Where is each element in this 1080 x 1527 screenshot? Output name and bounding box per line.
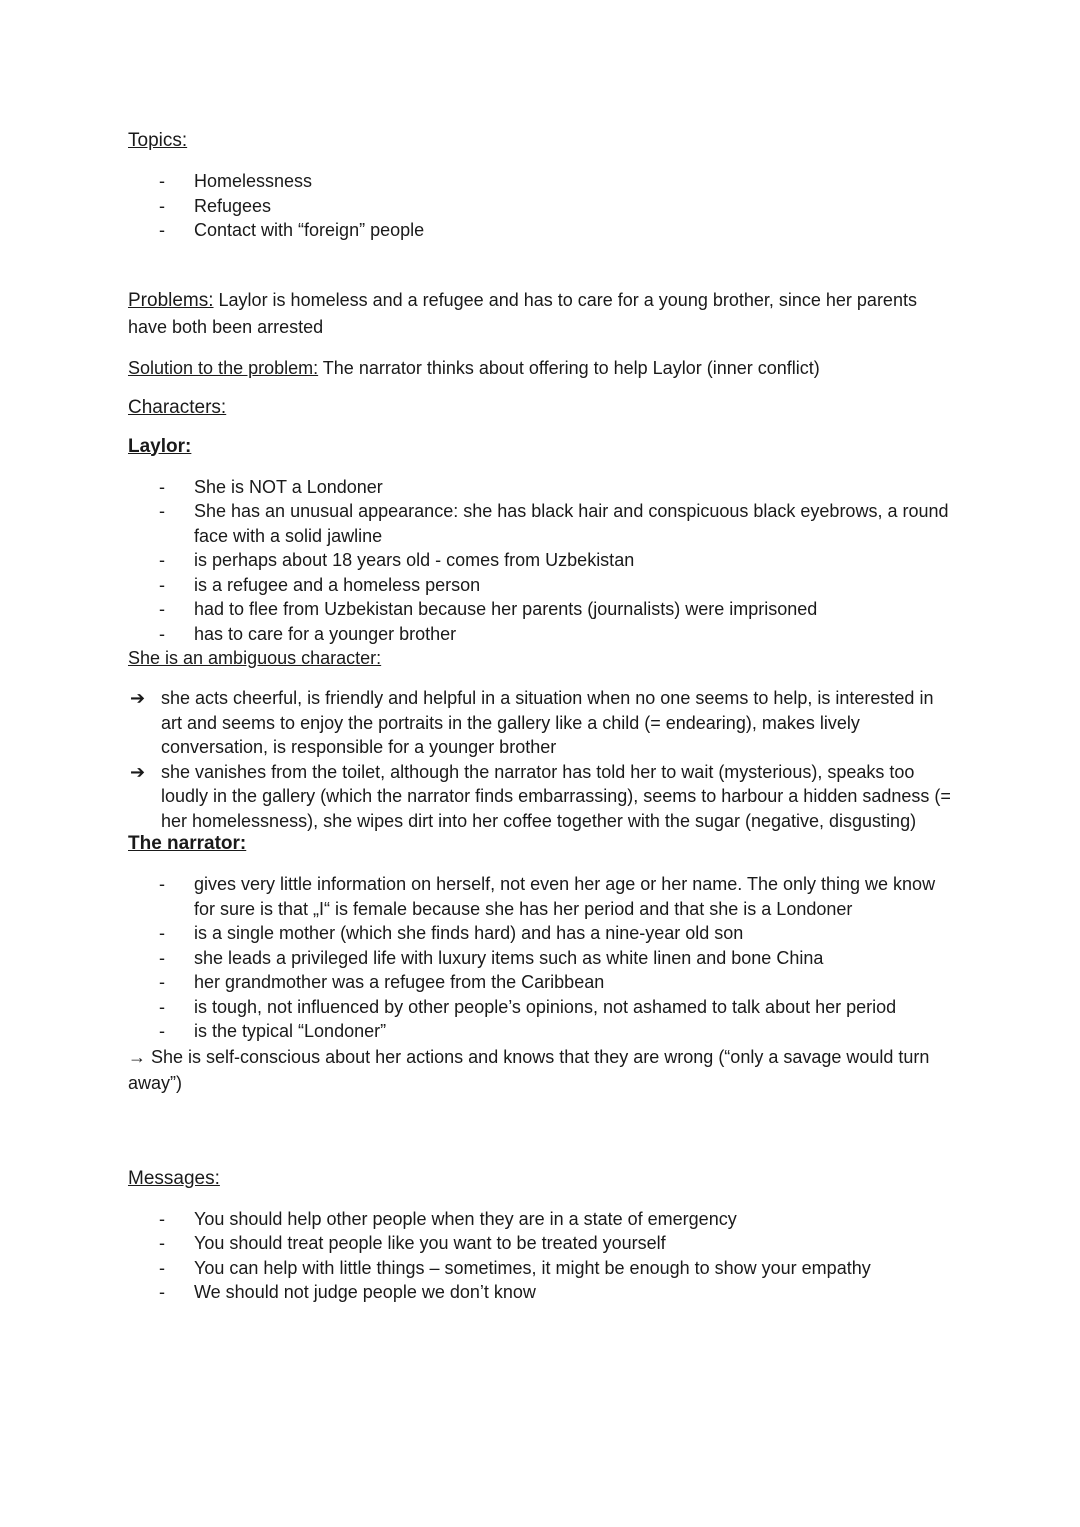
arrow-right-icon: ➔	[130, 688, 146, 708]
document-page	[128, 130, 958, 1305]
messages-item: - You can help with little things – sometimes, it might be enough to show your empathy	[128, 1256, 958, 1281]
arrow-right-icon: →	[128, 1046, 146, 1067]
narrator-conclusion-text: She is self-conscious about her actions and knows that they are wrong (“only a savage would turn away”)	[128, 1046, 930, 1093]
laylor-ambiguous-label: She is an ambiguous character:	[128, 648, 382, 668]
laylor-arrow-item	[128, 686, 958, 760]
messages-list	[128, 1207, 958, 1305]
narrator-item: - is the typical “Londoner”	[128, 1019, 958, 1044]
arrow-right-icon: ➔	[130, 761, 146, 782]
messages-item: - You should help other people when they are in a state of emergency	[128, 1207, 958, 1232]
messages-heading: Messages:	[128, 1167, 220, 1189]
topics-item: - Homelessness	[128, 169, 958, 194]
laylor-item: - is a refugee and a homeless person	[128, 573, 958, 598]
characters-heading: Characters:	[128, 396, 227, 418]
laylor-item: - had to flee from Uzbekistan because her parents (journalists) were imprisoned	[128, 597, 958, 622]
laylor-item: - She has an unusual appearance: she has black hair and conspicuous black eyebrows, a round face with a solid jawline	[128, 499, 958, 548]
solution-label: Solution to the problem:	[128, 357, 319, 378]
narrator-item: - she leads a privileged life with luxury items such as white linen and bone China	[128, 946, 958, 971]
problems-text: Laylor is homeless and a refugee and has to care for a young brother, since her parents have both been arrested	[128, 289, 917, 337]
laylor-item: - is perhaps about 18 years old - comes from Uzbekistan	[128, 548, 958, 573]
narrator-item: - gives very little information on herself, not even her age or her name. The only thing we know for sure is that „I“ is female because she has her period and that she is a Londoner	[128, 872, 958, 921]
narrator-conclusion	[128, 1044, 958, 1096]
topics-heading: Topics:	[128, 130, 188, 151]
solution-text: The narrator thinks about offering to help Laylor (inner conflict)	[318, 357, 820, 378]
laylor-arrow-item	[128, 760, 958, 834]
problems-paragraph	[128, 287, 958, 340]
laylor-item: - has to care for a younger brother	[128, 622, 958, 647]
laylor-heading: Laylor:	[128, 435, 192, 457]
laylor-arrow-text: she acts cheerful, is friendly and helpful in a situation when no one seems to help, is interested in art and seems to enjoy the portraits in the gallery like a child (= endearing), makes lively conversation, is responsible for a younger brother	[161, 688, 934, 757]
narrator-item: - is a single mother (which she finds hard) and has a nine-year old son	[128, 921, 958, 946]
laylor-list	[128, 475, 958, 647]
messages-item: - You should treat people like you want to be treated yourself	[128, 1231, 958, 1256]
solution-paragraph	[128, 355, 958, 381]
laylor-arrow-list	[128, 686, 958, 833]
problems-label: Problems:	[128, 289, 214, 311]
messages-item: - We should not judge people we don’t know	[128, 1280, 958, 1305]
topics-list	[128, 169, 958, 243]
topics-item: - Contact with “foreign” people	[128, 218, 958, 243]
laylor-arrow-text: she vanishes from the toilet, although the narrator has told her to wait (mysterious), speaks too loudly in the gallery (which the narrator finds embarrassing), seems to harbour a hidden sadness (= her homelessness), she wipes dirt into her coffee together with the sugar (negative, disgusting)	[161, 761, 951, 831]
laylor-item: - She is NOT a Londoner	[128, 475, 958, 500]
narrator-item: - her grandmother was a refugee from the Caribbean	[128, 970, 958, 995]
narrator-list	[128, 872, 958, 1044]
narrator-heading: The narrator:	[128, 833, 247, 854]
narrator-item: - is tough, not influenced by other people’s opinions, not ashamed to talk about her period	[128, 995, 958, 1020]
topics-item: - Refugees	[128, 194, 958, 219]
